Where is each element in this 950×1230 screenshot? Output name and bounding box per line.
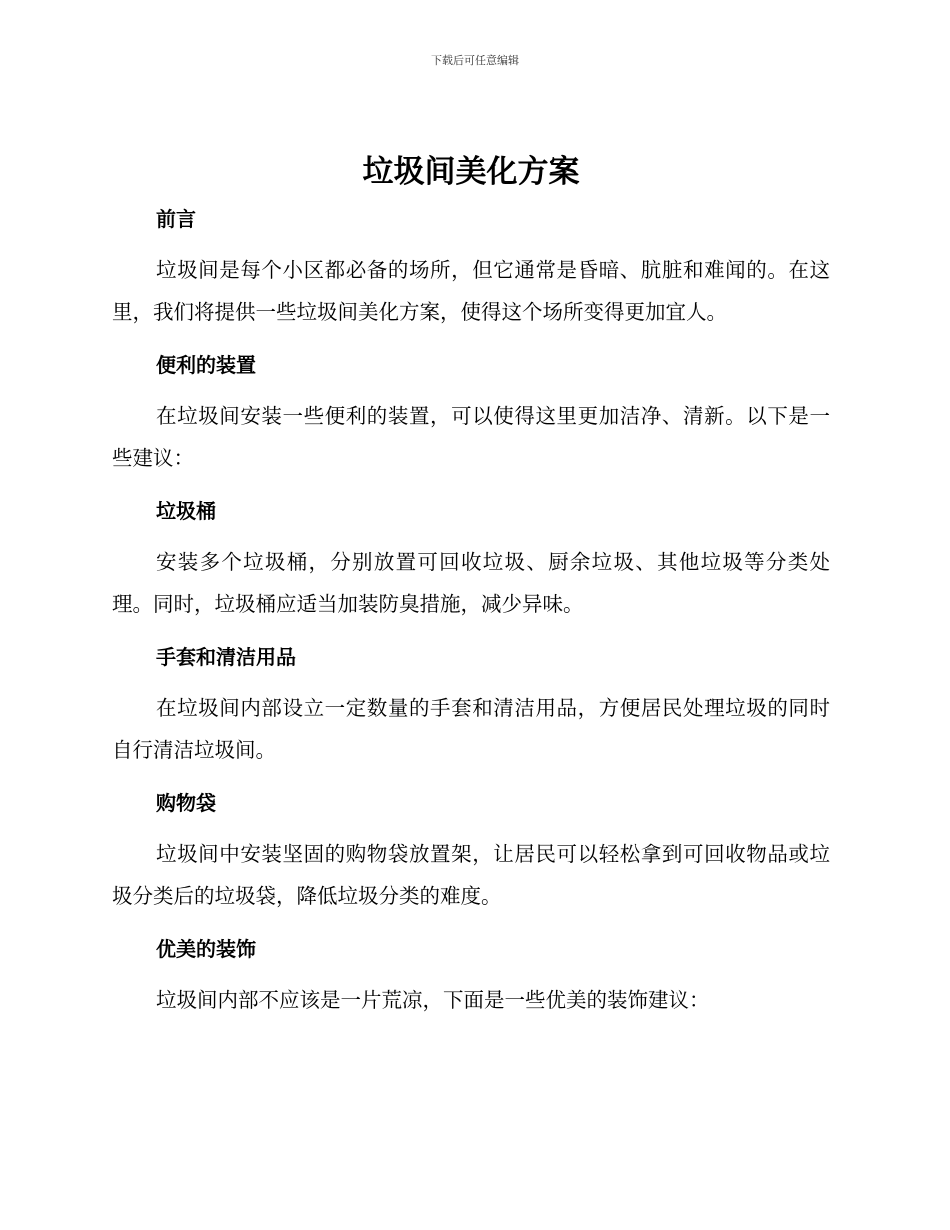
page-header-note: 下载后可任意编辑 (431, 54, 519, 67)
section-heading: 优美的装饰 (156, 937, 256, 961)
section-paragraph: 在垃圾间内部设立一定数量的手套和清洁用品，方便居民处理垃圾的同时自行清洁垃圾间。 (112, 696, 830, 762)
section-shopping-bags (112, 782, 830, 917)
section-heading: 手套和清洁用品 (156, 645, 296, 669)
section-decoration (112, 928, 830, 1022)
section-preface (112, 198, 830, 333)
document-title: 垃圾间美化方案 (362, 154, 580, 190)
document-body (112, 146, 830, 1022)
section-heading: 购物袋 (156, 791, 216, 815)
section-paragraph: 垃圾间中安装坚固的购物袋放置架，让居民可以轻松拿到可回收物品或垃圾分类后的垃圾袋，降低垃圾分类的难度。 (112, 842, 830, 908)
section-paragraph: 垃圾间是每个小区都必备的场所，但它通常是昏暗、肮脏和难闻的。在这里，我们将提供一些垃圾间美化方案，使得这个场所变得更加宜人。 (112, 258, 830, 324)
section-heading: 便利的装置 (156, 353, 256, 377)
section-convenient-devices (112, 344, 830, 479)
section-paragraph: 安装多个垃圾桶，分别放置可回收垃圾、厨余垃圾、其他垃圾等分类处理。同时，垃圾桶应适当加装防臭措施，减少异味。 (112, 550, 830, 616)
section-heading: 前言 (156, 207, 196, 231)
section-gloves-cleaning (112, 636, 830, 771)
section-paragraph: 垃圾间内部不应该是一片荒凉，下面是一些优美的装饰建议： (156, 988, 710, 1012)
section-trash-bins (112, 490, 830, 625)
section-paragraph: 在垃圾间安装一些便利的装置，可以使得这里更加洁净、清新。以下是一些建议： (112, 404, 830, 470)
section-heading: 垃圾桶 (156, 499, 216, 523)
